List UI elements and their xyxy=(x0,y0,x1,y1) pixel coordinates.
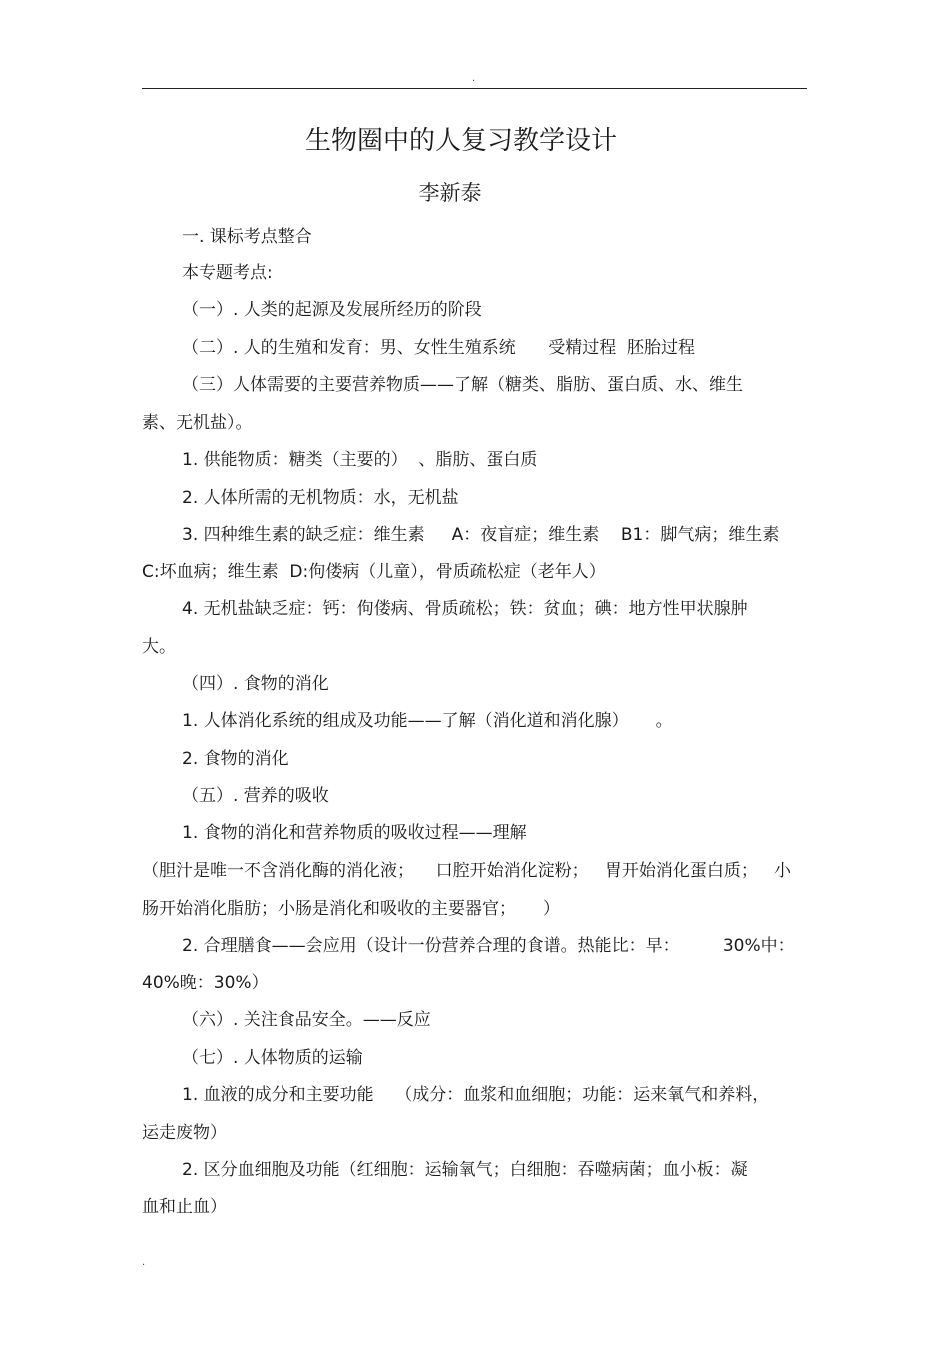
document-author: 李新泰 xyxy=(418,181,482,205)
body-line: 1. 供能物质：糖类（主要的） 、脂肪、蛋白质 xyxy=(182,450,538,470)
body-line: （六）. 关注食品安全。——反应 xyxy=(182,1010,431,1030)
body-line: （二）. 人的生殖和发育：男、女性生殖系统 受精过程 胚胎过程 xyxy=(182,338,696,358)
header-dot: . xyxy=(472,73,476,84)
body-line: 2. 合理膳食——会应用（设计一份营养合理的食谱。热能比：早： 30%中： xyxy=(182,936,795,956)
body-line: 本专题考点: xyxy=(182,263,273,283)
body-line: （四）. 食物的消化 xyxy=(182,674,329,694)
body-line: 1. 血液的成分和主要功能 （成分：血浆和血细胞；功能：运来氧气和养料， xyxy=(182,1085,770,1105)
body-line: （三）人体需要的主要营养物质——了解（糖类、脂肪、蛋白质、水、维生 xyxy=(182,375,743,395)
body-line: （一）. 人类的起源及发展所经历的阶段 xyxy=(182,300,482,320)
body-line: 大。 xyxy=(142,637,176,657)
body-line: C:坏血病；维生素 D:佝偻病（儿童），骨质疏松症（老年人） xyxy=(142,562,606,582)
body-line: 肠开始消化脂肪；小肠是消化和吸收的主要器官； ） xyxy=(142,899,561,919)
body-line: （五）. 营养的吸收 xyxy=(182,786,329,806)
document-title: 生物圈中的人复习教学设计 xyxy=(304,126,617,156)
body-line: 2. 区分血细胞及功能（红细胞：运输氧气；白细胞：吞噬病菌；血小板：凝 xyxy=(182,1160,748,1180)
body-line: （胆汁是唯一不含消化酶的消化液； 口腔开始消化淀粉； 胃开始消化蛋白质； 小 xyxy=(142,861,792,881)
section-heading: 一. 课标考点整合 xyxy=(182,227,312,247)
body-line: 1. 食物的消化和营养物质的吸收过程——理解 xyxy=(182,823,527,843)
body-line: 2. 食物的消化 xyxy=(182,749,289,769)
body-line: 4. 无机盐缺乏症：钙：佝偻病、骨质疏松；铁：贫血；碘：地方性甲状腺肿 xyxy=(182,599,748,619)
header-rule xyxy=(142,88,807,89)
body-line: 40%晚：30%） xyxy=(142,973,269,993)
body-line: 血和止血） xyxy=(142,1197,227,1217)
body-line: 2. 人体所需的无机物质：水，无机盐 xyxy=(182,488,459,508)
footer-dot: . xyxy=(142,1257,146,1268)
body-line: 3. 四种维生素的缺乏症：维生素 A：夜盲症；维生素 B1：脚气病；维生素 xyxy=(182,525,780,545)
body-line: 素、无机盐）。 xyxy=(142,413,253,433)
body-line: 1. 人体消化系统的组成及功能——了解（消化道和消化腺） 。 xyxy=(182,711,673,731)
body-line: 运走废物） xyxy=(142,1123,227,1143)
body-line: （七）. 人体物质的运输 xyxy=(182,1048,363,1068)
